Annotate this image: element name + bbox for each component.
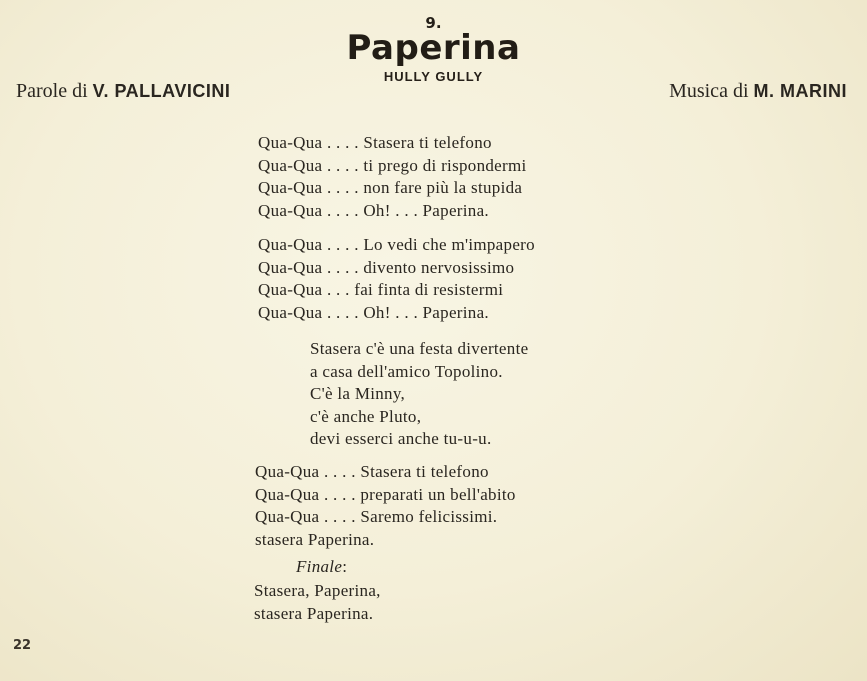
song-subtitle: HULLY GULLY: [383, 69, 484, 84]
lyric-line: Stasera c'è una festa divertente: [310, 339, 529, 358]
lyric-line: Qua-Qua . . . . Oh! . . . Paperina.: [258, 200, 489, 220]
page-number: 22: [13, 638, 32, 653]
stanza-2: [258, 234, 535, 324]
music-credit: [669, 80, 847, 103]
lyrics-role: Parole di: [16, 80, 88, 102]
finale-stanza: [254, 580, 381, 625]
song-number: 9.: [425, 14, 442, 32]
stanza-1: [258, 132, 527, 222]
lyric-line: Qua-Qua . . . . non fare più la stupida: [258, 178, 523, 197]
lyrics-credit: [16, 80, 230, 103]
finale-label-text: Finale: [296, 557, 343, 576]
stanza-3: [310, 338, 528, 451]
stanza-4: [255, 461, 516, 551]
lyric-line: Qua-Qua . . . . Stasera ti telefono: [255, 462, 489, 481]
lyric-line: Stasera, Paperina,: [254, 581, 381, 600]
lyric-line: Qua-Qua . . . . Saremo felicissimi.: [255, 507, 498, 526]
lyrics-author: V. PALLAVICINI: [92, 81, 231, 101]
lyric-line: stasera Paperina.: [254, 603, 374, 623]
lyric-line: a casa dell'amico Topolino.: [310, 361, 503, 381]
finale-label-colon: :: [342, 557, 348, 576]
finale-label: [296, 557, 347, 577]
lyric-line: Qua-Qua . . . . Stasera ti telefono: [258, 133, 492, 152]
lyric-line: Qua-Qua . . . . Lo vedi che m'impapero: [258, 235, 535, 254]
lyric-line: stasera Paperina.: [255, 529, 375, 549]
lyric-line: Qua-Qua . . . . preparati un bell'abito: [255, 484, 516, 504]
song-title: Paperina: [346, 28, 521, 68]
music-author: M. MARINI: [753, 81, 847, 101]
music-role: Musica di: [669, 80, 749, 102]
lyric-line: Qua-Qua . . . . ti prego di rispondermi: [258, 155, 527, 175]
lyric-line: devi esserci anche tu-u-u.: [310, 429, 492, 448]
lyric-line: c'è anche Pluto,: [310, 406, 422, 426]
lyric-line: Qua-Qua . . . . Oh! . . . Paperina.: [258, 302, 489, 322]
lyric-line: Qua-Qua . . . fai finta di resistermi: [258, 280, 504, 299]
lyric-line: C'è la Minny,: [310, 384, 406, 403]
lyric-line: Qua-Qua . . . . divento nervosissimo: [258, 257, 515, 277]
